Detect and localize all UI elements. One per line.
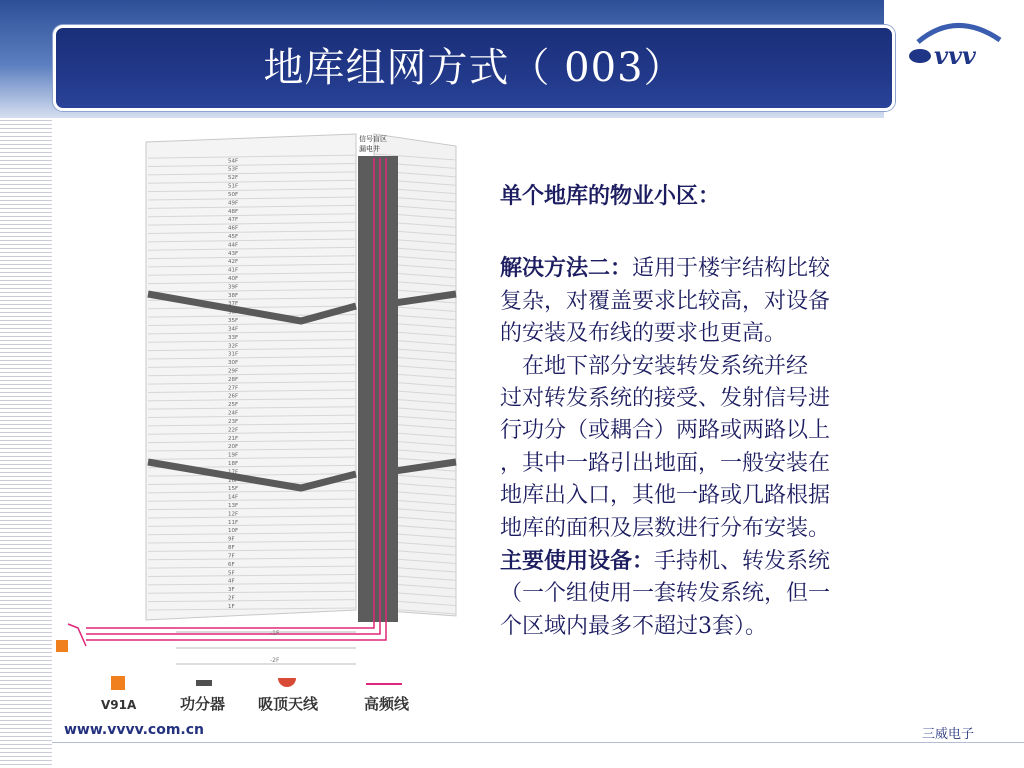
- basement-label-1: -1F: [270, 630, 280, 637]
- floor-label: 20F: [228, 444, 239, 451]
- floor-label: 42F: [228, 259, 239, 266]
- floor-label: 10F: [228, 528, 239, 535]
- logo-text: vvv: [934, 41, 976, 70]
- footer-divider: [52, 742, 1024, 743]
- floor-label: 33F: [228, 334, 239, 341]
- text-line-12: （一个组使用一套转发系统，但一: [500, 581, 831, 607]
- floor-label: 39F: [228, 284, 239, 291]
- legend-v91a-label: V91A: [101, 698, 137, 712]
- floor-label: 49F: [228, 200, 239, 207]
- text-line-heading: 单个地库的物业小区：: [500, 183, 721, 209]
- text-line-6: 过对转发系统的接受、发射信号进: [500, 386, 831, 412]
- floor-label: 36F: [228, 309, 239, 316]
- network-diagram: [56, 116, 498, 720]
- floor-label: 25F: [228, 402, 239, 409]
- text-line-7: 行功分（或耦合）两路或两路以上: [500, 418, 831, 444]
- legend: [101, 676, 410, 713]
- floor-label: 22F: [228, 427, 239, 434]
- text-equipment-rest: 手持机、转发系统: [654, 549, 831, 575]
- shaft-label-1: 信号盲区: [359, 135, 387, 143]
- floor-label: 35F: [228, 318, 239, 325]
- text-line-11: [500, 545, 930, 578]
- floor-label: 17F: [228, 469, 239, 476]
- floor-label: 14F: [228, 494, 239, 501]
- floor-label: 40F: [228, 276, 239, 283]
- footer-url[interactable]: www.vvvv.com.cn: [64, 722, 204, 738]
- logo-oval-icon: [909, 49, 931, 63]
- floor-label: 37F: [228, 301, 239, 308]
- floor-label: 30F: [228, 360, 239, 367]
- basement-label-2: -2F: [270, 657, 280, 664]
- floor-label: 29F: [228, 368, 239, 375]
- floor-label: 24F: [228, 410, 239, 417]
- floor-label: 27F: [228, 385, 239, 392]
- floor-label: 15F: [228, 486, 239, 493]
- text-equipment-label: 主要使用设备：: [500, 548, 655, 575]
- floor-label: 2F: [228, 595, 235, 602]
- floor-label: 19F: [228, 452, 239, 459]
- floor-label: 21F: [228, 435, 239, 442]
- floor-label: 34F: [228, 326, 239, 333]
- text-solution-label: 解决方法二：: [500, 255, 633, 282]
- text-line-3: 复杂，对覆盖要求比较高，对设备: [500, 288, 831, 314]
- floor-label: 47F: [228, 217, 239, 224]
- floor-label: 53F: [228, 166, 239, 173]
- legend-splitter-icon: [196, 680, 212, 686]
- floor-label: 32F: [228, 343, 239, 350]
- description-text: [500, 180, 930, 643]
- floor-label: 1F: [228, 603, 235, 610]
- floor-label: 7F: [228, 553, 235, 560]
- floor-label: 5F: [228, 570, 235, 577]
- slide-title: 地库组网方式（ 003）: [263, 45, 685, 91]
- floor-label: 52F: [228, 175, 239, 182]
- floor-label: 44F: [228, 242, 239, 249]
- floor-label: 46F: [228, 225, 239, 232]
- building: [146, 134, 456, 620]
- shaft-label-2: 漏电井: [359, 145, 380, 153]
- basement: [176, 632, 356, 664]
- floor-label: 41F: [228, 267, 239, 274]
- text-line-5: 在地下部分安装转发系统并经: [500, 353, 809, 379]
- floor-label: 6F: [228, 561, 235, 568]
- floor-label: 45F: [228, 233, 239, 240]
- floor-label: 28F: [228, 376, 239, 383]
- floor-label: 43F: [228, 250, 239, 257]
- floor-label: 12F: [228, 511, 239, 518]
- text-line-13: 个区域内最多不超过3套）。: [500, 613, 767, 639]
- text-line-8: ，其中一路引出地面，一般安装在: [500, 450, 831, 476]
- text-line-4: 的安装及布线的要求也更高。: [500, 321, 787, 347]
- legend-splitter-label: 功分器: [180, 695, 226, 713]
- floor-label: 51F: [228, 183, 239, 190]
- floor-label: 23F: [228, 418, 239, 425]
- floor-label: 4F: [228, 578, 235, 585]
- floor-label: 48F: [228, 208, 239, 215]
- floor-label: 11F: [228, 519, 239, 526]
- logo-arc-icon: [918, 25, 1000, 42]
- floor-label: 54F: [228, 158, 239, 165]
- company-logo: [900, 16, 1012, 74]
- basement-labels: [270, 630, 280, 664]
- legend-ceiling-antenna-icon: [278, 678, 296, 687]
- floor-label: 8F: [228, 545, 235, 552]
- floor-label: 50F: [228, 191, 239, 198]
- cable-shaft: [358, 156, 398, 622]
- text-line-10: 地库的面积及层数进行分布安装。: [500, 515, 831, 541]
- floor-label: 3F: [228, 587, 235, 594]
- floor-label: 18F: [228, 460, 239, 467]
- v91a-device-icon: [56, 640, 68, 652]
- text-line-2: [500, 252, 930, 285]
- floor-label: 38F: [228, 292, 239, 299]
- footer-company: 三威电子: [922, 727, 975, 742]
- floor-label: 13F: [228, 503, 239, 510]
- text-solution-rest: 适用于楼宇结构比较: [632, 256, 831, 282]
- floor-label: 26F: [228, 393, 239, 400]
- legend-v91a-icon: [111, 676, 125, 690]
- floor-label: 16F: [228, 477, 239, 484]
- legend-ceiling-antenna-label: 吸顶天线: [258, 695, 319, 713]
- legend-rf-cable-label: 高频线: [364, 695, 410, 713]
- floor-label: 31F: [228, 351, 239, 358]
- title-bar: [53, 25, 895, 111]
- text-line-9: 地库出入口，其他一路或几路根据: [500, 483, 831, 509]
- floor-label: 9F: [228, 536, 235, 543]
